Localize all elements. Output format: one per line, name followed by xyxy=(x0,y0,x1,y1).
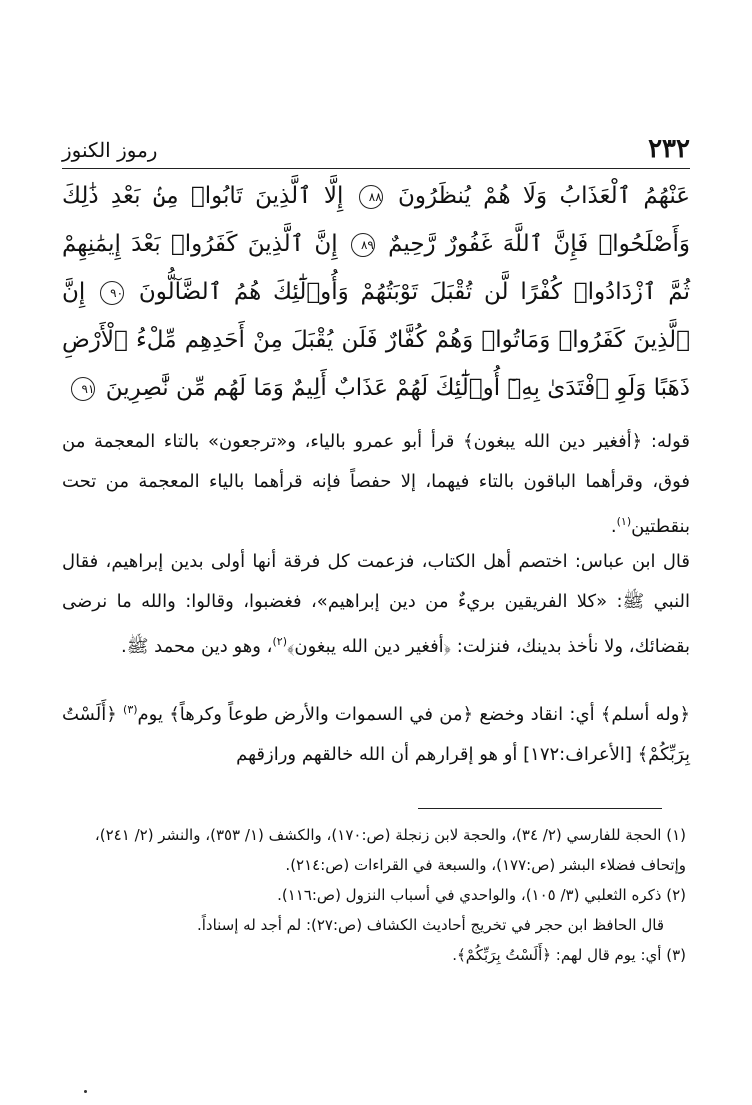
page-header xyxy=(62,132,690,169)
commentary-paragraph-2 xyxy=(62,542,690,667)
verse-number-marker: ٩٠ xyxy=(100,281,124,305)
paragraph-text-end: . xyxy=(610,516,617,537)
verse-text: إِلَّا ٱلَّذِينَ تَابُوا۟ مِنۢ بَعْدِ ذَٰلِكَ وَأَصْلَحُوا۟ فَإِنَّ ٱللَّهَ غَفُورٌ رَّحِيمٌ xyxy=(62,183,691,257)
commentary-paragraph-1 xyxy=(62,422,690,547)
footnote-3: (٣) أي: يوم قال لهم: ﴿أَلَسْتُ بِرَبِّكُمْ﴾. xyxy=(452,946,686,964)
scan-speck xyxy=(84,1090,87,1093)
verse-text: إِنَّ ٱلَّذِينَ كَفَرُوا۟ وَمَاتُوا۟ وَهُمْ كُفَّارٌ فَلَن يُقْبَلَ مِنْ أَحَدِهِم مِّلْءُ ٱلْأَرْضِ ذَهَبًا وَلَوِ ٱفْتَدَىٰ بِهِۦٓ أُو۟لَٰٓئِكَ لَهُمْ عَذَابٌ أَلِيمٌ وَمَا لَهُم مِّن نَّٰصِرِينَ xyxy=(62,279,690,401)
footnote-1: (١) الحجة للفارسي (٢/ ٣٤)، والحجة لابن زنجلة (ص:١٧٠)، والكشف (١/ ٣٥٣)، والنشر (٢/ ٢٤١)، وإتحاف فضلاء البشر (ص:١٧٧)، والسبعة في القراءات (ص:٢١٤). xyxy=(94,826,686,874)
footnote-ref: (٢) xyxy=(272,635,287,648)
verse-number-marker: ٨٩ xyxy=(351,233,375,257)
footnotes xyxy=(62,820,686,970)
page-number: ٢٣٢ xyxy=(648,134,690,164)
paragraph-text: ﴿أَلَسْتُ بِرَبِّكُمْ﴾ [الأعراف:١٧٢] أو هو إقرارهم أن الله خالقهم ورازقهم xyxy=(62,704,690,765)
footnote-2-note: قال الحافظ ابن حجر في تخريج أحاديث الكشاف (ص:٢٧): لم أجد له إسناداً. xyxy=(196,916,664,934)
footnote-ref: (١) xyxy=(616,515,632,528)
footnote-ref: (٣) xyxy=(123,703,138,716)
running-title: رموز الكنوز xyxy=(62,138,158,162)
paragraph-text-end: ، وهو دين محمد ﷺ. xyxy=(120,636,273,657)
footnote-2: (٢) ذكره الثعلبي (٣/ ١٠٥)، والواحدي في أسباب النزول (ص:١١٦). xyxy=(277,886,686,904)
paragraph-text: قال ابن عباس: اختصم أهل الكتاب، فزعمت كل فرقة أنها أولى بدين إبراهيم، فقال النبي ﷺ: «كلا الفريقين بريءٌ من دين إبراهيم»، فغضبوا، وقالوا: والله ما نرضى بقضائك، ولا نأخذ بدينك، فنزلت: ﴿أفغير دين الله يبغون﴾ xyxy=(62,551,690,657)
paragraph-text: قوله: ﴿أفغير دين الله يبغون﴾ قرأ أبو عمرو بالياء، و«ترجعون» بالتاء المعجمة من فوق، وقرأهما الباقون بالتاء فيهما، إلا حفصاً فإنه قرأهما بالياء المعجمة من تحت بنقطتين xyxy=(62,431,690,537)
paragraph-text: ﴿وله أسلم﴾ أي: انقاد وخضع ﴿من في السموات والأرض طوعاً وكرهاً﴾ يوم xyxy=(137,704,690,725)
commentary-paragraph-3 xyxy=(62,690,690,775)
verse-text: عَنْهُمُ ٱلْعَذَابُ وَلَا هُمْ يُنظَرُونَ xyxy=(397,183,691,209)
verse-number-marker: ٩١ xyxy=(71,377,95,401)
quran-verses xyxy=(62,172,690,412)
verse-text: إِنَّ ٱلَّذِينَ كَفَرُوا۟ بَعْدَ إِيمَٰنِهِمْ ثُمَّ ٱزْدَادُوا۟ كُفْرًا لَّن تُقْبَلَ تَوْبَتُهُمْ وَأُو۟لَٰٓئِكَ هُمُ ٱلضَّآلُّونَ xyxy=(62,231,690,305)
footnote-divider xyxy=(418,808,662,809)
verse-number-marker: ٨٨ xyxy=(359,185,383,209)
